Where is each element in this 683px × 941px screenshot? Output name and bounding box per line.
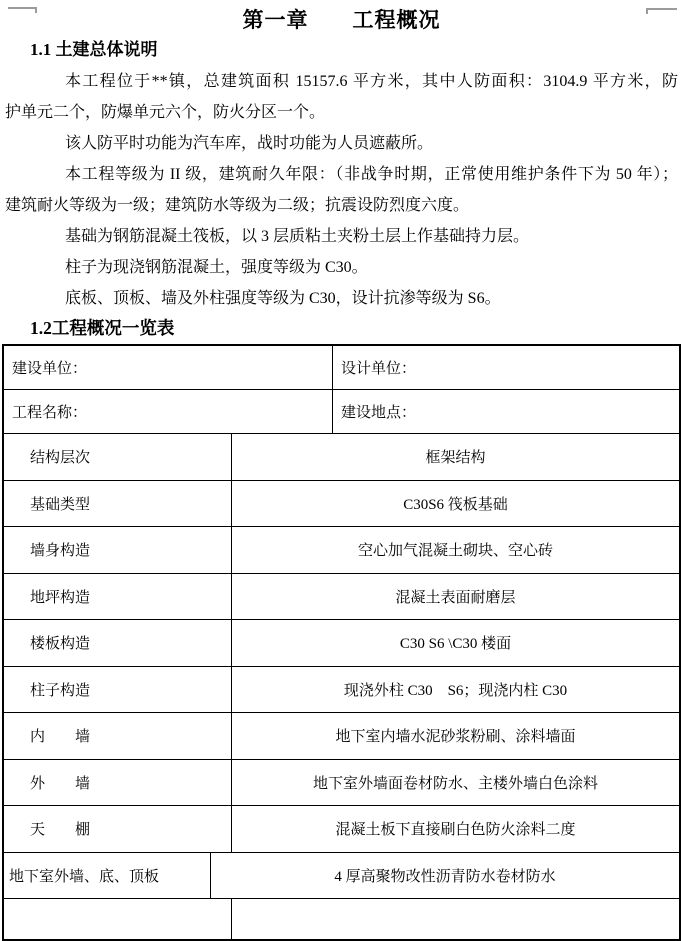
spec-row bbox=[4, 481, 679, 528]
spec-row bbox=[4, 760, 679, 807]
spec-row-label: 楼板构造 bbox=[4, 620, 232, 666]
spec-row-label: 外 墙 bbox=[4, 760, 232, 806]
paragraph-line: 底板、顶板、墙及外柱强度等级为 C30，设计抗渗等级为 S6。 bbox=[65, 290, 501, 307]
spec-row-label: 地坪构造 bbox=[4, 574, 232, 620]
spec-row-value: 地下室外墙面卷材防水、主楼外墙白色涂料 bbox=[312, 775, 598, 792]
spec-row-label bbox=[4, 899, 232, 939]
spec-row-value: 混凝土板下直接刷白色防火涂料二度 bbox=[335, 822, 576, 839]
section-heading-1-2: 1.2工程概况一览表 bbox=[30, 318, 175, 338]
spec-row-label: 结构层次 bbox=[4, 434, 232, 480]
spec-row-label: 墙身构造 bbox=[4, 527, 232, 573]
paragraph-line: 柱子为现浇钢筋混凝土，强度等级为 C30。 bbox=[65, 259, 368, 276]
spec-row bbox=[4, 527, 679, 574]
info-cell-design-unit: 设计单位： bbox=[341, 361, 417, 377]
spec-row-label: 柱子构造 bbox=[4, 667, 232, 713]
spec-row-value: 现浇外柱 C30 S6；现浇内柱 C30 bbox=[343, 682, 568, 699]
spec-row-value: 空心加气混凝土砌块、空心砖 bbox=[357, 543, 553, 560]
spec-row-value: C30 S6 \C30 楼面 bbox=[399, 636, 512, 653]
spec-row bbox=[4, 806, 679, 853]
top-left-crop-mark bbox=[8, 7, 37, 13]
info-cell-construction-site: 建设地点： bbox=[341, 405, 417, 421]
top-right-crop-mark bbox=[646, 8, 677, 14]
paragraph-line: 护单元二个，防爆单元六个，防火分区一个。 bbox=[5, 104, 326, 121]
spec-row-value: C30S6 筏板基础 bbox=[403, 496, 508, 513]
spec-row bbox=[4, 574, 679, 621]
overview-table bbox=[2, 344, 681, 941]
spec-row-value bbox=[232, 899, 679, 939]
spec-row-label: 天 棚 bbox=[4, 806, 232, 852]
paragraph-line: 基础为钢筋混凝土筏板，以 3 层质粘土夹粉土层上作基础持力层。 bbox=[65, 228, 530, 245]
spec-row bbox=[4, 620, 679, 667]
info-row bbox=[4, 346, 679, 390]
spec-row bbox=[4, 667, 679, 714]
spec-row-label: 内 墙 bbox=[4, 713, 232, 759]
paragraph-line: 建筑耐火等级为一级；建筑防水等级为二级；抗震设防烈度六度。 bbox=[5, 197, 470, 214]
section-body bbox=[5, 66, 678, 314]
paragraph-line: 本工程位于**镇，总建筑面积 15157.6 平方米，其中人防面积：3104.9 平方米，防 bbox=[65, 73, 678, 90]
spec-row bbox=[4, 434, 679, 481]
paragraph-line: 本工程等级为 II 级，建筑耐久年限：（非战争时期，正常使用维护条件下为 50 年）； bbox=[65, 166, 678, 183]
spec-row-value: 框架结构 bbox=[425, 450, 486, 467]
spec-row-value: 4 厚高聚物改性沥青防水卷材防水 bbox=[334, 868, 556, 885]
spec-row-cutoff bbox=[4, 899, 679, 939]
info-row bbox=[4, 390, 679, 434]
section-heading-1-1: 1.1 土建总体说明 bbox=[30, 40, 158, 59]
paragraph-line: 该人防平时功能为汽车库，战时功能为人员遮蔽所。 bbox=[65, 135, 434, 152]
spec-row-value: 地下室内墙水泥砂浆粉刷、涂料墙面 bbox=[335, 729, 576, 746]
spec-row bbox=[4, 713, 679, 760]
spec-row bbox=[4, 853, 679, 900]
page-title: 第一章 工程概况 bbox=[242, 8, 441, 32]
info-cell-project-name: 工程名称： bbox=[4, 390, 333, 433]
info-cell-construction-unit: 建设单位： bbox=[4, 346, 333, 389]
spec-row-value: 混凝土表面耐磨层 bbox=[395, 589, 516, 606]
spec-row-label: 地下室外墙、底、顶板 bbox=[4, 853, 211, 899]
spec-row-label: 基础类型 bbox=[4, 481, 232, 527]
